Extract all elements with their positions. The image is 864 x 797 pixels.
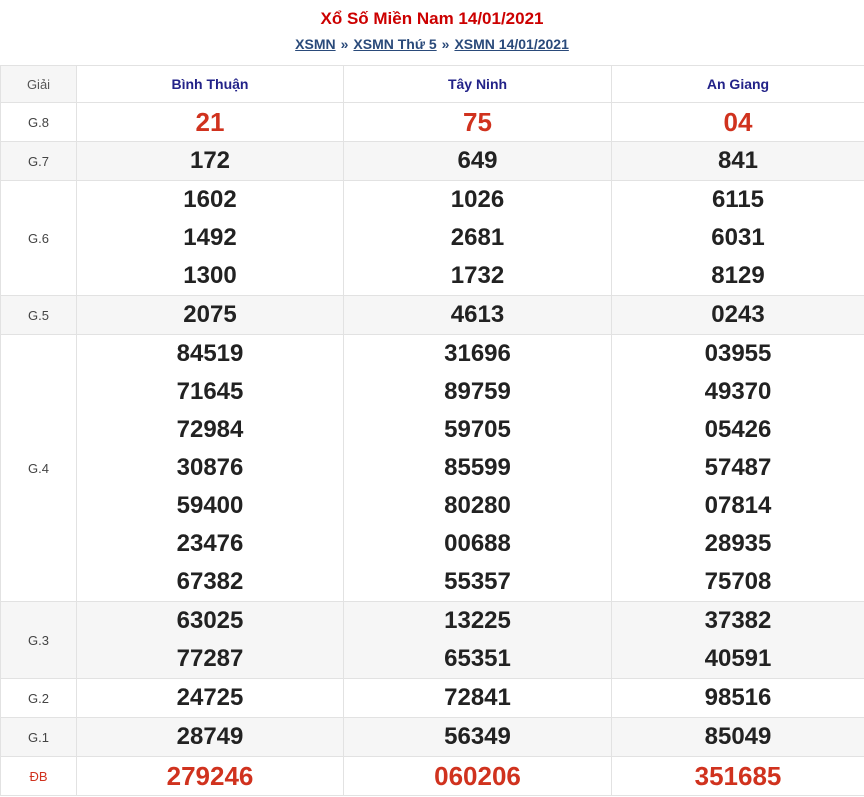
lottery-number: 8129 — [711, 262, 765, 289]
lottery-number: 67382 — [176, 568, 244, 595]
prize-cell — [612, 142, 864, 181]
lottery-number: 40591 — [704, 645, 772, 672]
lottery-number: 0243 — [711, 301, 765, 328]
lottery-number: 2681 — [450, 224, 505, 251]
lottery-number: 63025 — [176, 607, 244, 634]
lottery-number: 03955 — [704, 340, 772, 367]
prize-cell — [612, 181, 864, 296]
lottery-number: 59705 — [444, 416, 511, 443]
prize-label: G.2 — [1, 679, 77, 718]
lottery-number: 85599 — [444, 454, 511, 481]
lottery-number: 1732 — [450, 262, 505, 289]
prize-cell — [77, 103, 344, 142]
prize-cell — [612, 103, 864, 142]
lottery-number: 55357 — [444, 568, 511, 595]
lottery-number: 07814 — [704, 492, 772, 519]
prize-row — [1, 142, 864, 181]
prize-column-header: Giải — [1, 66, 77, 103]
lottery-number: 98516 — [704, 684, 772, 711]
prize-row — [1, 679, 864, 718]
lottery-number: 49370 — [704, 378, 772, 405]
prize-cell — [77, 181, 344, 296]
lottery-number: 21 — [195, 107, 225, 137]
page-title: Xổ Số Miền Nam 14/01/2021 — [320, 9, 544, 28]
prize-cell — [612, 718, 864, 757]
lottery-number: 28749 — [176, 723, 244, 750]
prize-cell — [344, 296, 612, 335]
prize-cell — [612, 335, 864, 602]
lottery-number: 1026 — [450, 186, 505, 213]
prize-cell — [77, 757, 344, 796]
page-header — [0, 0, 864, 65]
lottery-number: 72984 — [176, 416, 244, 443]
lottery-number: 00688 — [444, 530, 511, 557]
lottery-number: 1300 — [183, 262, 237, 289]
results-body — [1, 103, 864, 796]
prize-cell — [612, 296, 864, 335]
lottery-number: 060206 — [434, 761, 521, 791]
prize-cell — [77, 335, 344, 602]
breadcrumb — [0, 35, 864, 53]
lottery-number: 37382 — [704, 607, 772, 634]
lottery-number: 75708 — [704, 568, 772, 595]
lottery-number: 04 — [723, 107, 753, 137]
lottery-number: 6031 — [711, 224, 765, 251]
prize-label: G.6 — [1, 181, 77, 296]
prize-cell — [77, 718, 344, 757]
lottery-number: 59400 — [176, 492, 244, 519]
lottery-number: 57487 — [704, 454, 772, 481]
breadcrumb-separator: » — [340, 36, 349, 52]
prize-cell — [77, 679, 344, 718]
prize-cell — [344, 142, 612, 181]
lottery-number: 65351 — [444, 645, 511, 672]
breadcrumb-xsmn[interactable]: XSMN — [295, 36, 336, 52]
prize-cell — [77, 142, 344, 181]
province-header-an-giang[interactable]: An Giang — [612, 66, 864, 103]
lottery-number: 30876 — [176, 454, 244, 481]
lottery-number: 649 — [457, 147, 498, 174]
province-header-tay-ninh[interactable]: Tây Ninh — [344, 66, 612, 103]
lottery-number: 05426 — [704, 416, 772, 443]
prize-label: G.4 — [1, 335, 77, 602]
prize-row — [1, 602, 864, 679]
prize-cell — [344, 679, 612, 718]
results-table — [0, 65, 864, 796]
prize-cell — [344, 757, 612, 796]
breadcrumb-separator: » — [441, 36, 450, 52]
prize-cell — [612, 602, 864, 679]
lottery-number: 2075 — [183, 301, 237, 328]
lottery-number: 72841 — [444, 684, 511, 711]
lottery-number: 80280 — [444, 492, 511, 519]
province-header-binh-thuan[interactable]: Bình Thuận — [77, 66, 344, 103]
lottery-number: 1602 — [183, 186, 237, 213]
lottery-number: 56349 — [444, 723, 511, 750]
lottery-number: 31696 — [444, 340, 511, 367]
lottery-number: 24725 — [176, 684, 244, 711]
prize-row — [1, 757, 864, 796]
prize-label: ĐB — [1, 757, 77, 796]
lottery-number: 89759 — [444, 378, 511, 405]
prize-row — [1, 181, 864, 296]
prize-cell — [77, 602, 344, 679]
prize-cell — [344, 602, 612, 679]
lottery-number: 71645 — [176, 378, 244, 405]
prize-cell — [344, 335, 612, 602]
lottery-number: 6115 — [711, 186, 765, 213]
lottery-number: 1492 — [183, 224, 237, 251]
prize-row — [1, 335, 864, 602]
lottery-number: 77287 — [176, 645, 244, 672]
table-header-row — [1, 66, 864, 103]
lottery-number: 279246 — [166, 761, 254, 791]
prize-row — [1, 718, 864, 757]
lottery-number: 23476 — [176, 530, 244, 557]
prize-label: G.5 — [1, 296, 77, 335]
breadcrumb-xsmn-thu-5[interactable]: XSMN Thứ 5 — [353, 36, 437, 52]
prize-label: G.7 — [1, 142, 77, 181]
lottery-number: 172 — [189, 147, 231, 174]
prize-cell — [612, 679, 864, 718]
prize-row — [1, 103, 864, 142]
prize-label: G.1 — [1, 718, 77, 757]
lottery-number: 28935 — [704, 530, 772, 557]
prize-row — [1, 296, 864, 335]
lottery-number: 84519 — [176, 340, 244, 367]
prize-cell — [344, 718, 612, 757]
prize-cell — [344, 181, 612, 296]
lottery-number: 13225 — [444, 607, 511, 634]
lottery-number: 4613 — [450, 301, 505, 328]
breadcrumb-xsmn-date[interactable]: XSMN 14/01/2021 — [454, 36, 569, 52]
prize-cell — [612, 757, 864, 796]
prize-label: G.8 — [1, 103, 77, 142]
prize-cell — [77, 296, 344, 335]
lottery-number: 351685 — [694, 761, 782, 791]
prize-cell — [344, 103, 612, 142]
lottery-number: 841 — [717, 147, 759, 174]
lottery-number: 75 — [463, 107, 492, 137]
lottery-number: 85049 — [704, 723, 772, 750]
prize-label: G.3 — [1, 602, 77, 679]
